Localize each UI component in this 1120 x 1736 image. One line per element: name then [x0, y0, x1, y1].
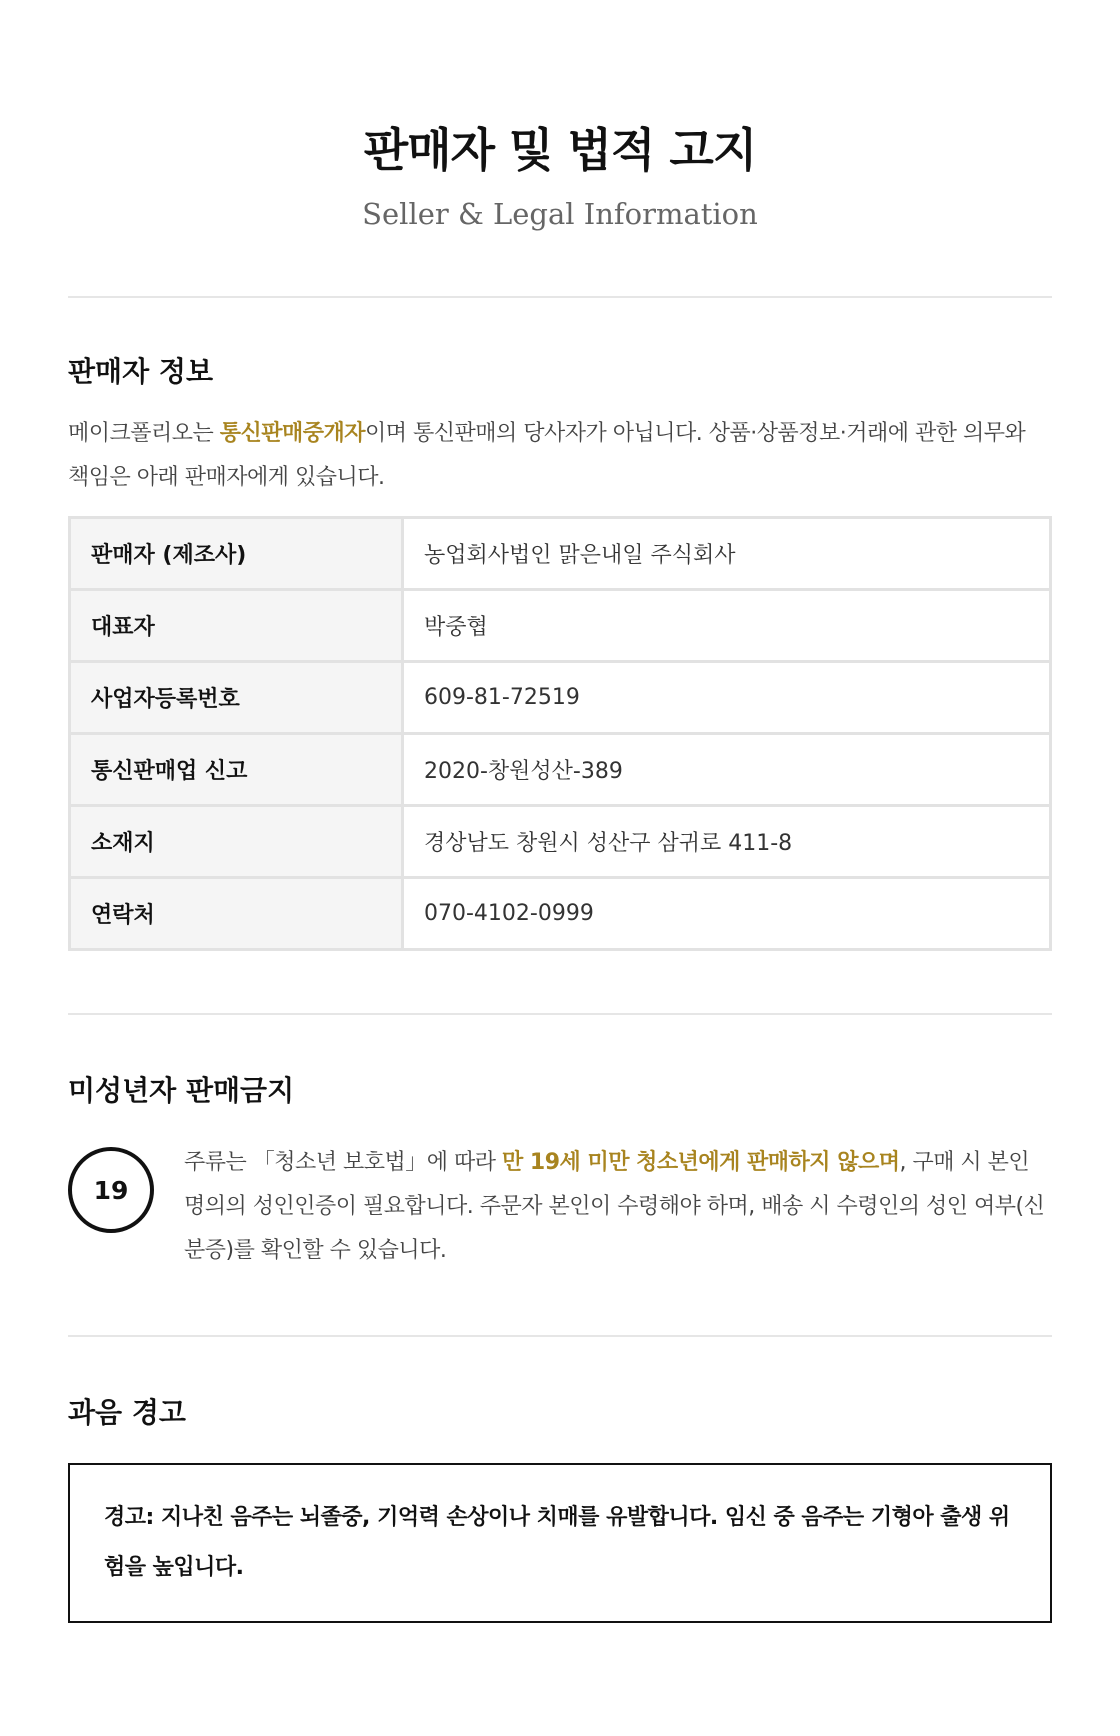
table-row	[70, 806, 1051, 878]
minor-notice-text	[184, 1141, 1052, 1273]
row-value-representative: 박중협	[403, 590, 1051, 662]
row-label-address: 소재지	[70, 806, 403, 878]
seller-info-section	[68, 352, 1052, 951]
page-header	[68, 0, 1052, 234]
row-value-business-number: 609-81-72519	[403, 662, 1051, 734]
table-row	[70, 518, 1051, 590]
section-divider	[68, 296, 1052, 298]
minor-text-part: 주류는 「청소년 보호법」에 따라	[184, 1150, 502, 1175]
drinking-warning-title: 과음 경고	[68, 1396, 186, 1429]
row-value-mail-order-registration: 2020-창원성산-389	[403, 734, 1051, 806]
warning-box	[68, 1463, 1052, 1623]
table-row	[70, 590, 1051, 662]
age-19-badge-icon: 19	[68, 1147, 154, 1233]
section-divider	[68, 1335, 1052, 1337]
drinking-warning-section	[68, 1393, 1052, 1623]
row-label-mail-order-registration: 통신판매업 신고	[70, 734, 403, 806]
page-title: 판매자 및 법적 고지	[363, 123, 757, 177]
seller-info-title: 판매자 정보	[68, 355, 213, 388]
minor-text-part: , 구매 시 본인 명의의 성인인증이 필요합니다. 주문자 본인이 수령해야 하며, 배송 시 수령인의 성인 여부(신분증)를 확인할 수 있습니다.	[184, 1150, 1045, 1263]
desc-text: 이며 통신판매의 당사자가 아닙니다. 상품·상품정보·거래에 관한 의무와 책임은 아래 판매자에게 있습니다.	[68, 421, 1026, 490]
minor-sales-section	[68, 1071, 1052, 1273]
seller-info-table	[68, 516, 1052, 951]
row-value-contact: 070-4102-0999	[403, 878, 1051, 950]
row-label-representative: 대표자	[70, 590, 403, 662]
section-divider	[68, 1013, 1052, 1015]
row-label-contact: 연락처	[70, 878, 403, 950]
warning-text: 경고: 지나친 음주는 뇌졸중, 기억력 손상이나 치매를 유발합니다. 임신 중 음주는 기형아 출생 위험을 높입니다.	[104, 1505, 1010, 1580]
desc-highlight: 통신판매중개자	[219, 421, 366, 446]
row-label-business-number: 사업자등록번호	[70, 662, 403, 734]
seller-info-description	[68, 412, 1052, 500]
table-row	[70, 734, 1051, 806]
minor-notice	[68, 1141, 1052, 1273]
row-value-seller: 농업회사법인 맑은내일 주식회사	[403, 518, 1051, 590]
row-value-address: 경상남도 창원시 성산구 삼귀로 411-8	[403, 806, 1051, 878]
table-row	[70, 662, 1051, 734]
row-label-seller: 판매자 (제조사)	[70, 518, 403, 590]
table-row	[70, 878, 1051, 950]
minor-sales-title: 미성년자 판매금지	[68, 1074, 295, 1107]
minor-text-highlight: 만 19세 미만 청소년에게 판매하지 않으며	[502, 1150, 900, 1175]
page-subtitle: Seller & Legal Information	[362, 197, 758, 231]
desc-text: 메이크폴리오는	[68, 421, 220, 446]
